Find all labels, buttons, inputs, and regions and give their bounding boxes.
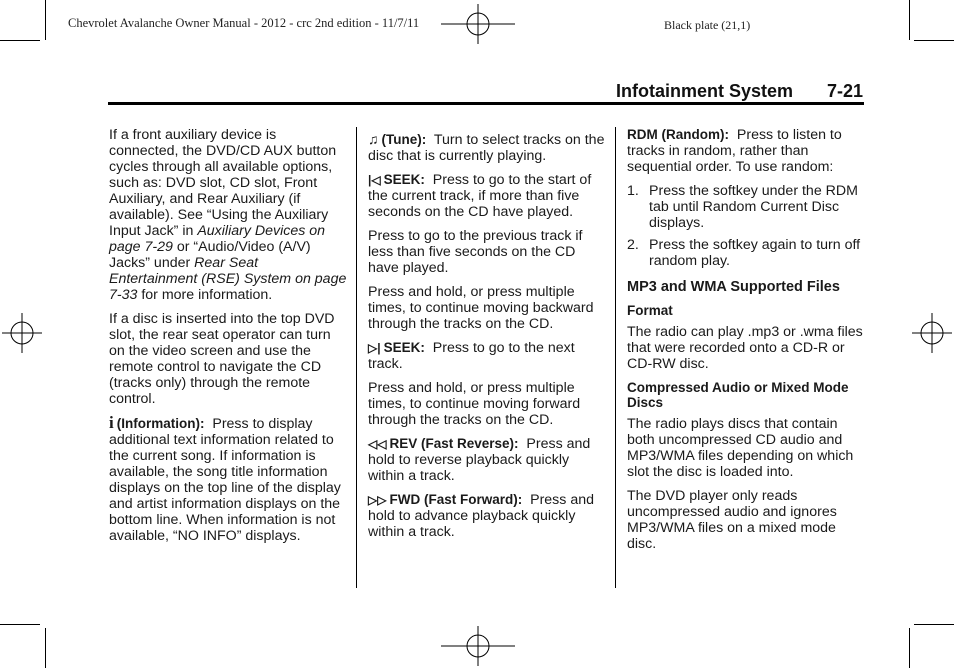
column-1: [109, 127, 349, 552]
crop-mark: [909, 0, 910, 40]
dvd-player-paragraph: The DVD player only reads uncompressed audio and ignores MP3/WMA files on a mixed mode disc.: [627, 488, 837, 552]
registration-mark-right: [912, 313, 952, 353]
info-icon: i: [109, 413, 114, 432]
fwd-paragraph: ▷▷ FWD (Fast Forward): Press and hold to advance playback quickly within a track.: [368, 492, 594, 540]
dvd-slot-paragraph: If a disc is inserted into the top DVD slot, the rear seat operator can turn on the video screen and use the remote control to navigate the CD (tracks only) through the remote control.: [109, 311, 335, 407]
tune-paragraph: ♫ (Tune): Turn to select tracks on the disc that is currently playing.: [368, 131, 605, 164]
hold-backward-paragraph: Press and hold, or press multiple times, to continue moving backward through the tracks on the CD.: [368, 284, 594, 332]
cross-reference: Rear Seat Entertainment (RSE) System on page 7-33: [109, 255, 347, 303]
column-divider: [615, 127, 616, 588]
hold-forward-paragraph: Press and hold, or press multiple times, to continue moving forward through the tracks on the CD.: [368, 380, 581, 428]
registration-mark-bottom: [441, 626, 515, 666]
previous-track-paragraph: Press to go to the previous track if less than five seconds on the CD have played.: [368, 228, 583, 276]
column-3: [627, 127, 867, 560]
registration-mark-left: [2, 313, 42, 353]
mp3-heading: MP3 and WMA Supported Files: [627, 279, 840, 295]
crop-mark: [909, 628, 910, 668]
rev-paragraph: ◁◁ REV (Fast Reverse): Press and hold to reverse playback quickly within a track.: [368, 436, 591, 484]
crop-mark: [914, 624, 954, 625]
doc-info: Chevrolet Avalanche Owner Manual - 2012 - crc 2nd edition - 11/7/11: [68, 16, 420, 30]
compressed-heading: Compressed Audio or Mixed Mode Discs: [627, 380, 849, 410]
fast-forward-icon: ▷▷: [368, 493, 387, 507]
music-note-icon: ♫: [368, 131, 379, 147]
info-paragraph: i (Information): Press to display additional text information related to the current song. If information is available, the song title information displays on the top line of the display and artist information displays on the bottom line. When information is not available, “NO INFO” displays.: [109, 413, 341, 544]
page-number: 7-21: [827, 81, 864, 101]
seek-forward-icon: ▷|: [368, 341, 381, 355]
crop-mark: [914, 40, 954, 41]
column-2: [368, 131, 608, 548]
aux-paragraph: If a front auxiliary device is connected, the DVD/CD AUX button cycles through all available options, such as: DVD slot, CD slot, Front Auxiliary, and Rear Auxiliary (if available). See “Using the Auxiliary Input Jack” in Auxiliary Devices on page 7-29 or “Audio/Video (A/V) Jacks” under Rear Seat Entertainment (RSE) System on page 7-33 for more information.: [109, 127, 347, 303]
seek-back-icon: |◁: [368, 173, 381, 187]
rewind-icon: ◁◁: [368, 437, 387, 451]
crop-mark: [0, 40, 40, 41]
seek-back-paragraph: |◁ SEEK: Press to go to the start of the current track, if more than five seconds on the CD have played.: [368, 172, 592, 220]
cross-reference: Auxiliary Devices on page 7-29: [109, 223, 326, 255]
list-item: 2. Press the softkey again to turn off random play.: [627, 237, 861, 269]
random-steps-list: [627, 183, 867, 269]
random-paragraph: RDM (Random): Press to listen to tracks in random, rather than sequential order. To use random:: [627, 127, 842, 175]
column-divider: [356, 127, 357, 588]
header-rule: [108, 102, 864, 105]
crop-mark: [45, 0, 46, 40]
crop-mark: [0, 624, 40, 625]
list-item: 1. Press the softkey under the RDM tab until Random Current Disc displays.: [627, 183, 858, 231]
plate-label: Black plate (21,1): [664, 18, 751, 32]
format-paragraph: The radio can play .mp3 or .wma files that were recorded onto a CD-R or CD-RW disc.: [627, 324, 863, 372]
registration-mark-top: [441, 4, 515, 44]
seek-forward-paragraph: ▷| SEEK: Press to go to the next track.: [368, 340, 575, 372]
crop-mark: [45, 628, 46, 668]
compressed-paragraph: The radio plays discs that contain both uncompressed CD audio and MP3/WMA files depending on which slot the disc is loaded into.: [627, 416, 854, 480]
format-heading: Format: [627, 303, 673, 318]
section-title: Infotainment System: [616, 81, 794, 101]
